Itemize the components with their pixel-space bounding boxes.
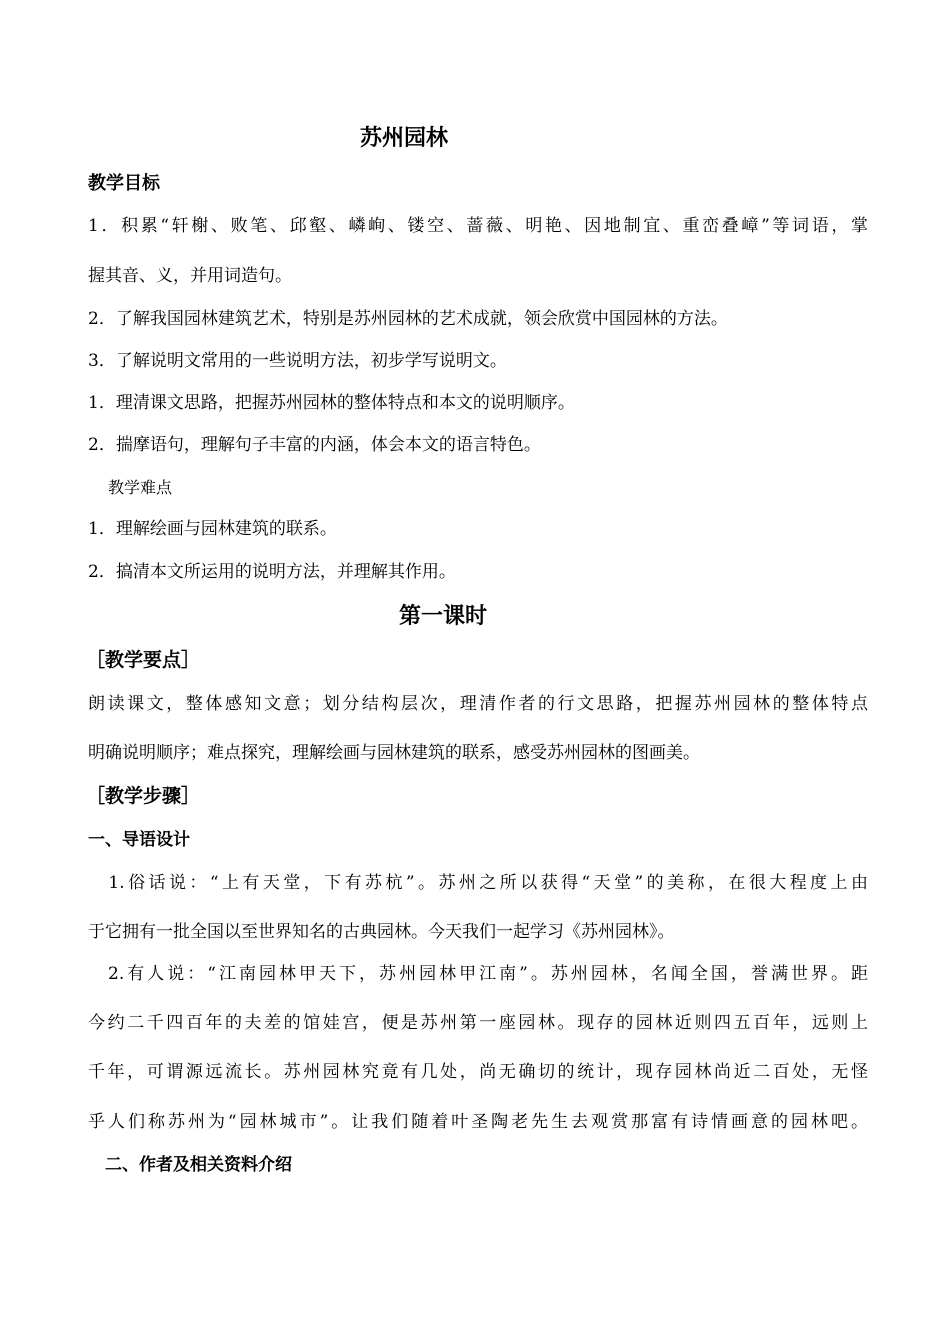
section1-paragraph-line: 千年，可谓源远流长。苏州园林究竟有几处，尚无确切的统计，现存园林尚近二百处，无怪 — [88, 1062, 868, 1082]
objective-line: 握其音、义，并用词造句。 — [88, 266, 292, 286]
objectives-heading: 教学目标 — [88, 173, 160, 194]
difficulty-heading: 教学难点 — [108, 478, 173, 497]
objective-line: 3．了解说明文常用的一些说明方法，初步学写说明文。 — [88, 351, 507, 371]
objective-line: 2．了解我国园林建筑艺术，特别是苏州园林的艺术成就，领会欣赏中国园林的方法。 — [88, 309, 728, 329]
objective-line: 1．积累“轩榭、败笔、邱壑、嶙峋、镂空、蔷薇、明艳、因地制宜、重峦叠嶂”等词语，掌 — [88, 216, 868, 236]
key-points-heading: ［教学要点］ — [86, 649, 201, 671]
section1-paragraph-line: 乎人们称苏州为“园林城市”。让我们随着叶圣陶老先生去观赏那富有诗情画意的园林吧。 — [88, 1112, 868, 1132]
section1-heading: 一、导语设计 — [88, 830, 190, 850]
objective-line: 2．揣摩语句，理解句子丰富的内涵，体会本文的语言特色。 — [88, 435, 541, 455]
steps-heading: ［教学步骤］ — [86, 785, 201, 807]
key-points-line: 明确说明顺序；难点探究，理解绘画与园林建筑的联系，感受苏州园林的图画美。 — [88, 743, 700, 763]
section1-paragraph-line: 1.俗话说：“上有天堂，下有苏杭”。苏州之所以获得“天堂”的美称，在很大程度上由 — [88, 873, 868, 893]
difficulty-line: 2．搞清本文所运用的说明方法，并理解其作用。 — [88, 562, 456, 582]
difficulty-line: 1．理解绘画与园林建筑的联系。 — [88, 519, 337, 539]
document-title: 苏州园林 — [359, 125, 448, 151]
section1-paragraph-line: 今约二千四百年的夫差的馆娃宫，便是苏州第一座园林。现存的园林近则四五百年，远则上 — [88, 1013, 868, 1033]
lesson-title: 第一课时 — [398, 603, 487, 629]
objective-line: 1．理清课文思路，把握苏州园林的整体特点和本文的说明顺序。 — [88, 393, 575, 413]
section1-paragraph-line: 于它拥有一批全国以至世界知名的古典园林。今天我们一起学习《苏州园林》。 — [88, 922, 675, 942]
section2-heading: 二、作者及相关资料介绍 — [88, 1155, 292, 1175]
key-points-line: 朗读课文，整体感知文意；划分结构层次，理清作者的行文思路，把握苏州园林的整体特点 — [88, 694, 868, 714]
section1-paragraph-line: 2.有人说：“江南园林甲天下，苏州园林甲江南”。苏州园林，名闻全国，誉满世界。距 — [88, 964, 868, 984]
